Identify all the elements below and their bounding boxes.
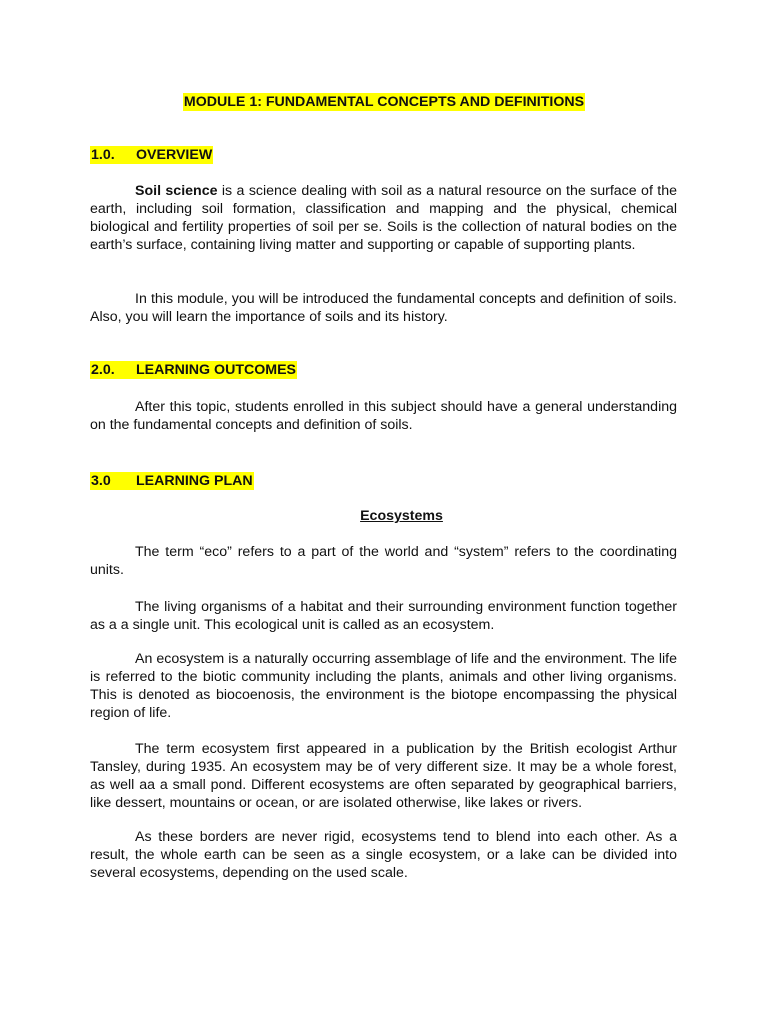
overview-paragraph-1-text: is a science dealing with soil as a natural resource on the surface of the earth, including soil formation, classification and mapping and the physical, chemical biological and fertility properties of soil per se. Soils is the collection of natural bodies on the earth’s surface, containing living matter and supporting or capable of supporting plants. <box>90 183 678 253</box>
section-heading-learning-plan <box>90 472 254 490</box>
overview-paragraph-2: In this module, you will be introduced the fundamental concepts and definition of soils. Also, you will learn the importance of soils and its history. <box>90 291 677 325</box>
plan-paragraph-1: The term “eco” refers to a part of the world and “system” refers to the coordinating units. <box>90 544 677 578</box>
document-title <box>0 93 768 111</box>
section-title: LEARNING OUTCOMES <box>136 362 297 378</box>
outcomes-paragraph: After this topic, students enrolled in this subject should have a general understanding on the fundamental concepts and definition of soils. <box>90 399 677 433</box>
document-title-text: MODULE 1: FUNDAMENTAL CONCEPTS AND DEFINITIONS <box>183 94 585 110</box>
plan-paragraph-3: An ecosystem is a naturally occurring assemblage of life and the environment. The life is referred to the biotic community including the plants, animals and other living organisms. This is denoted as biocoenosis, the environment is the biotope encompassing the physical region of life. <box>90 651 677 721</box>
ecosystems-subheading: Ecosystems <box>360 508 443 524</box>
plan-paragraph-5: As these borders are never rigid, ecosystems tend to blend into each other. As a result, the whole earth can be seen as a single ecosystem, or a lake can be divided into several ecosystems, depending on the used scale. <box>90 829 677 881</box>
section-title: OVERVIEW <box>136 147 213 163</box>
section-number: 2.0. <box>91 362 115 378</box>
section-title: LEARNING PLAN <box>136 473 253 489</box>
section-number: 3.0 <box>91 473 111 489</box>
section-heading-overview <box>90 146 213 164</box>
section-number: 1.0. <box>91 147 115 163</box>
section-heading-learning-outcomes <box>90 361 297 379</box>
term-soil-science: Soil science <box>135 183 218 199</box>
plan-paragraph-4: The term ecosystem first appeared in a publication by the British ecologist Arthur Tansley, during 1935. An ecosystem may be of very different size. It may be a whole forest, as well aa a small pond. Different ecosystems are often separated by geographical barriers, like dessert, mountains or ocean, or are isolated otherwise, like lakes or rivers. <box>90 741 677 811</box>
overview-paragraph-1 <box>90 182 677 254</box>
plan-paragraph-2: The living organisms of a habitat and their surrounding environment function together as a a single unit. This ecological unit is called as an ecosystem. <box>90 599 677 633</box>
